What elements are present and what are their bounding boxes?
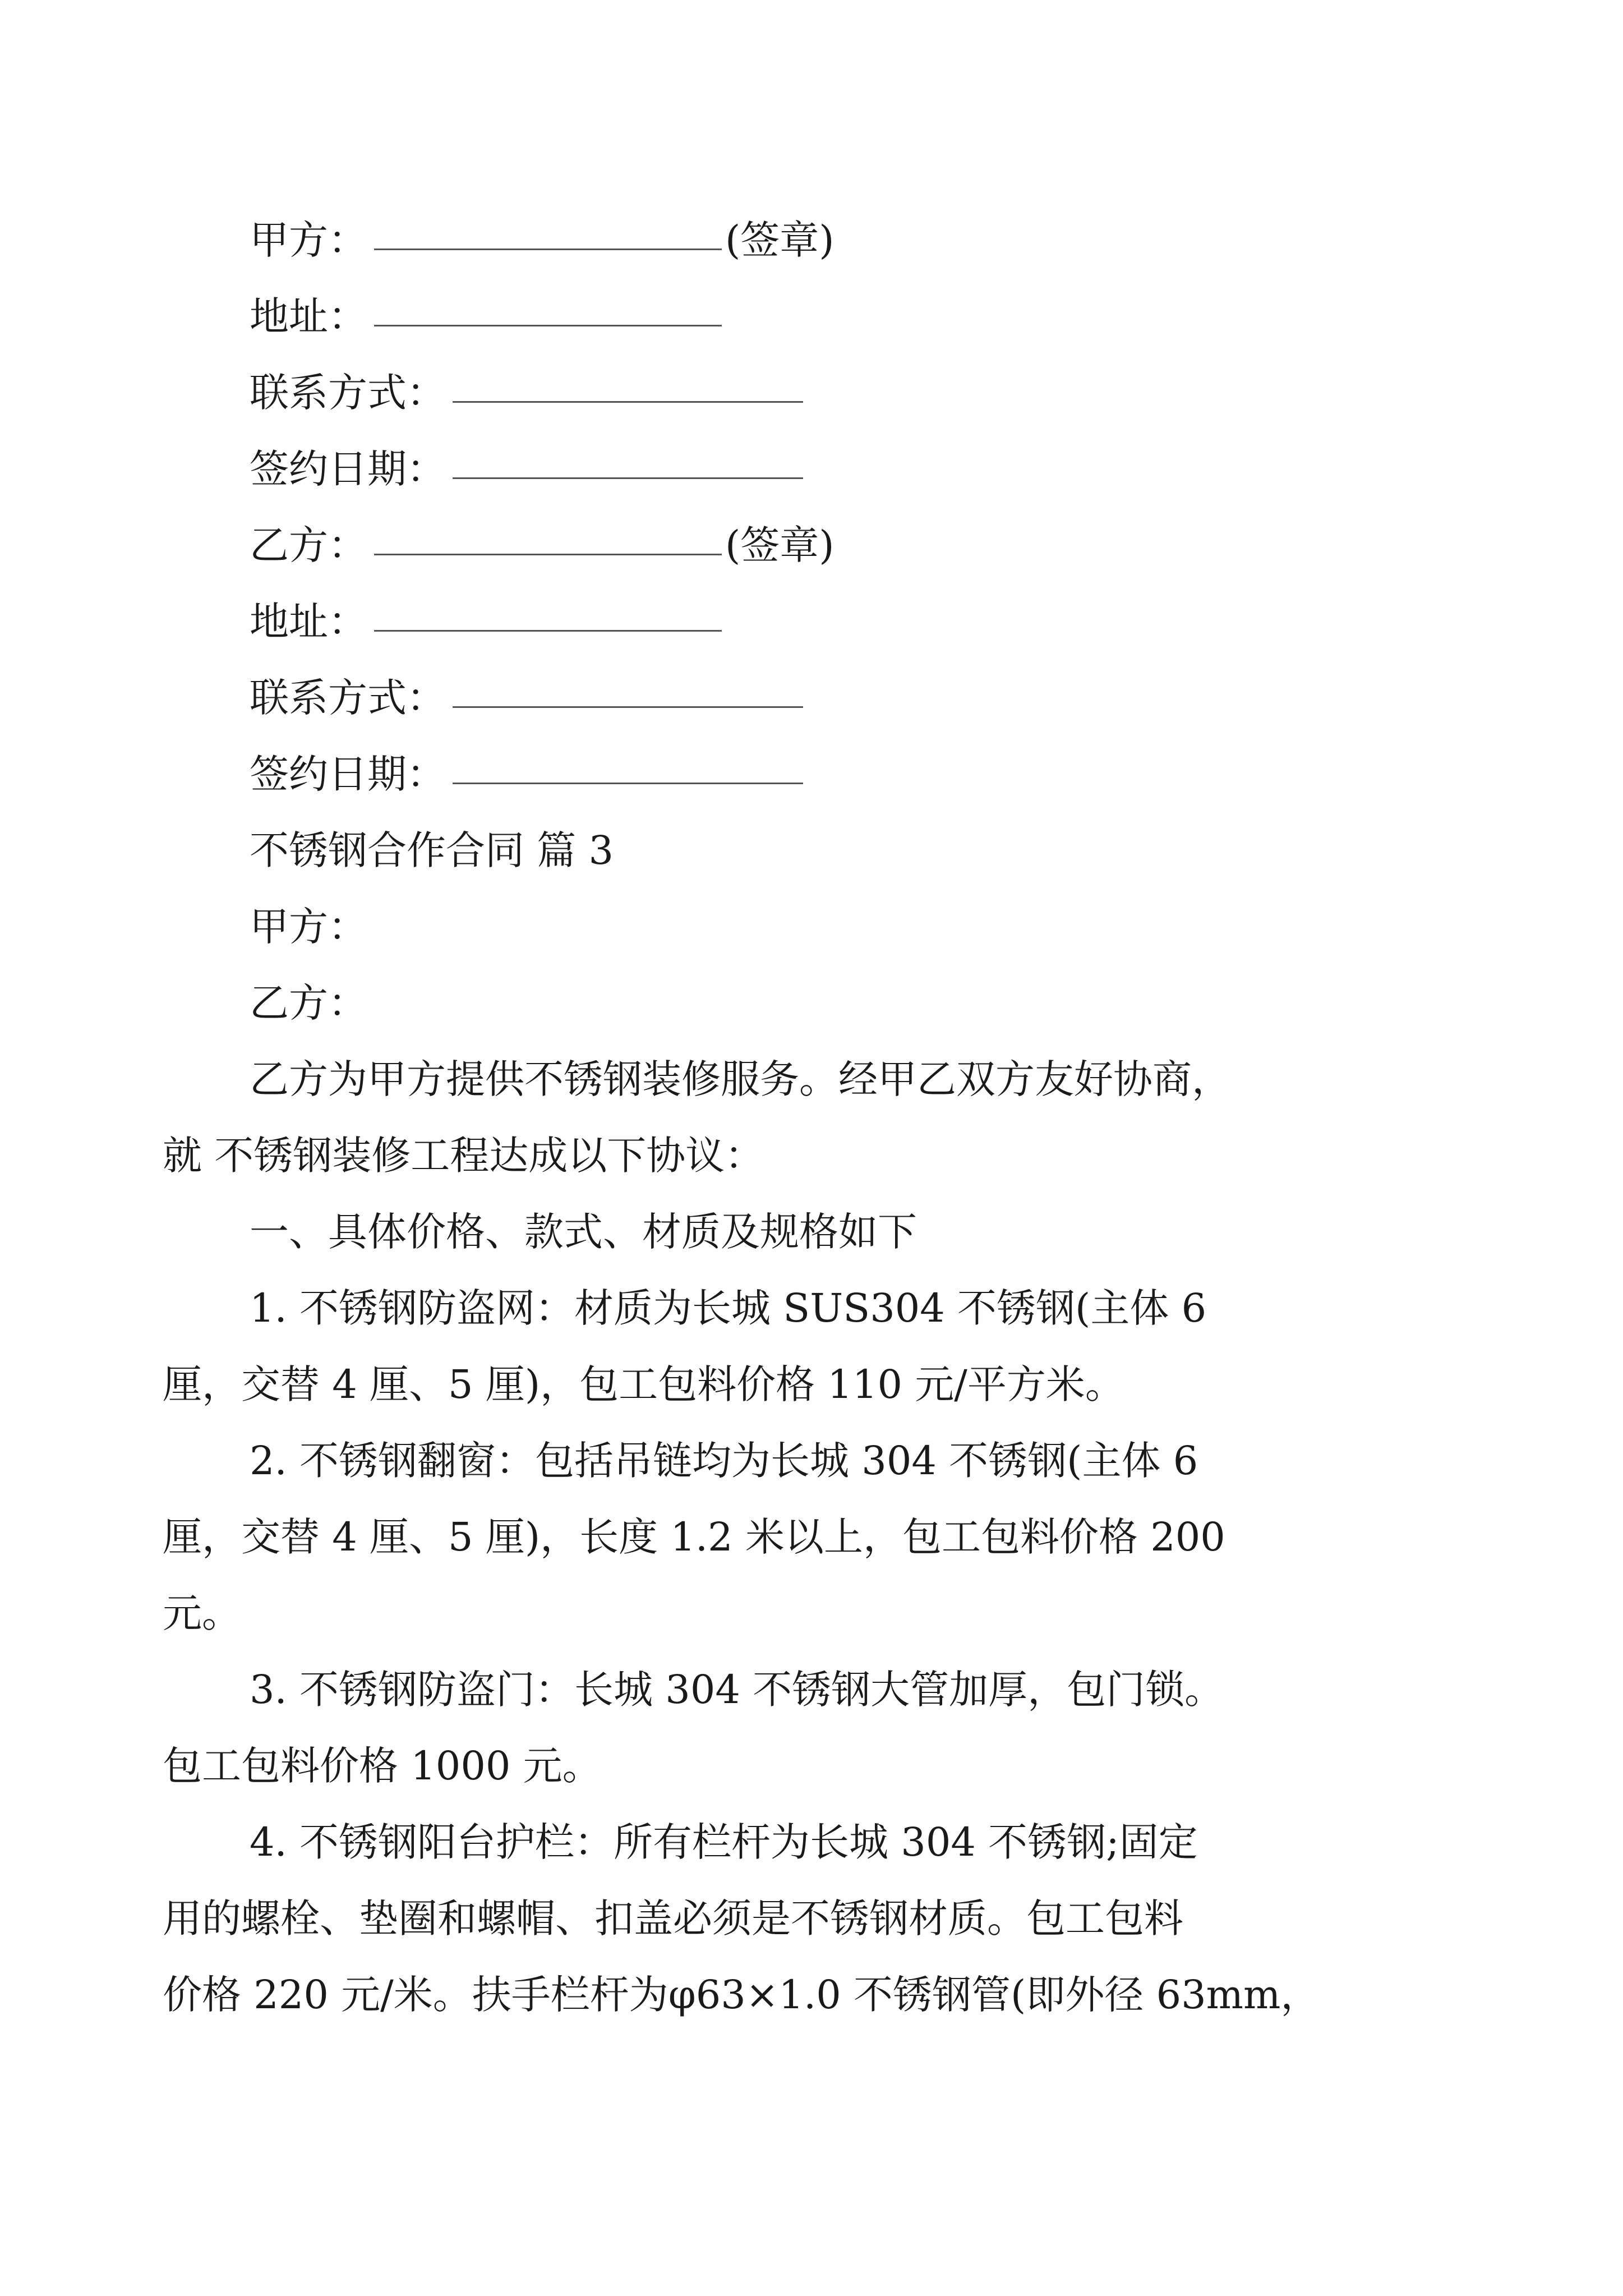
party-a-date-row: [250, 431, 1377, 507]
party-b-date-label: 签约日期：: [250, 751, 446, 797]
item-3-line-1: 3. 不锈钢防盗门：长城 304 不锈钢大管加厚，包门锁。: [250, 1667, 1224, 1713]
intro-line-2: 就 不锈钢装修工程达成以下协议：: [163, 1133, 764, 1179]
section-1-heading: 一、具体价格、款式、材质及规格如下: [250, 1209, 917, 1255]
item-4-line-2: 用的螺栓、垫圈和螺帽、扣盖必须是不锈钢材质。包工包料: [163, 1895, 1183, 1941]
document-body: [163, 202, 1377, 2033]
party-b-contact-blank: [453, 666, 803, 708]
party-b-date-blank: [453, 742, 803, 784]
party-b-label: 乙方：: [250, 522, 367, 568]
intro-line-1: 乙方为甲方提供不锈钢装修服务。经甲乙双方友好协商，: [250, 1056, 1231, 1102]
party-a-signature-blank: [374, 208, 722, 250]
party-a-address-row: [250, 278, 1377, 355]
party-a-date-blank: [453, 437, 803, 479]
contract-3-party-a: 甲方：: [250, 904, 367, 950]
item-4-line-3: 价格 220 元/米。扶手栏杆为φ63×1.0 不锈钢管(即外径 63mm，: [163, 1972, 1320, 2018]
item-2-line-1: 2. 不锈钢翻窗：包括吊链均为长城 304 不锈钢(主体 6: [250, 1438, 1198, 1484]
item-3-line-2: 包工包料价格 1000 元。: [163, 1743, 602, 1789]
party-b-address-row: [250, 583, 1377, 660]
contract-3-title: 不锈钢合作合同 篇 3: [250, 827, 614, 873]
party-b-address-blank: [374, 590, 722, 632]
party-b-signature-row: [250, 507, 1377, 583]
item-4-line-1: 4. 不锈钢阳台护栏：所有栏杆为长城 304 不锈钢;固定: [250, 1819, 1198, 1865]
party-a-contact-label: 联系方式：: [250, 370, 446, 416]
party-b-contact-label: 联系方式：: [250, 675, 446, 721]
party-b-seal-label: (签章): [725, 522, 834, 568]
party-a-label: 甲方：: [250, 217, 367, 263]
party-b-address-label: 地址：: [250, 599, 367, 645]
party-a-date-label: 签约日期：: [250, 446, 446, 492]
party-a-signature-row: [250, 202, 1377, 278]
party-a-seal-label: (签章): [725, 217, 834, 263]
item-2-line-3: 元。: [163, 1590, 241, 1636]
item-1-line-1: 1. 不锈钢防盗网：材质为长城 SUS304 不锈钢(主体 6: [250, 1285, 1207, 1331]
party-a-contact-row: [250, 355, 1377, 431]
party-b-signature-blank: [374, 513, 722, 555]
party-a-address-blank: [374, 284, 722, 326]
party-a-address-label: 地址：: [250, 293, 367, 339]
contract-3-party-b: 乙方：: [250, 980, 367, 1026]
party-a-contact-blank: [453, 361, 803, 403]
party-b-date-row: [250, 736, 1377, 812]
item-2-line-2: 厘，交替 4 厘、5 厘)，长度 1.2 米以上，包工包料价格 200: [163, 1514, 1225, 1560]
item-1-line-2: 厘，交替 4 厘、5 厘)，包工包料价格 110 元/平方米。: [163, 1361, 1124, 1407]
party-b-contact-row: [250, 660, 1377, 736]
